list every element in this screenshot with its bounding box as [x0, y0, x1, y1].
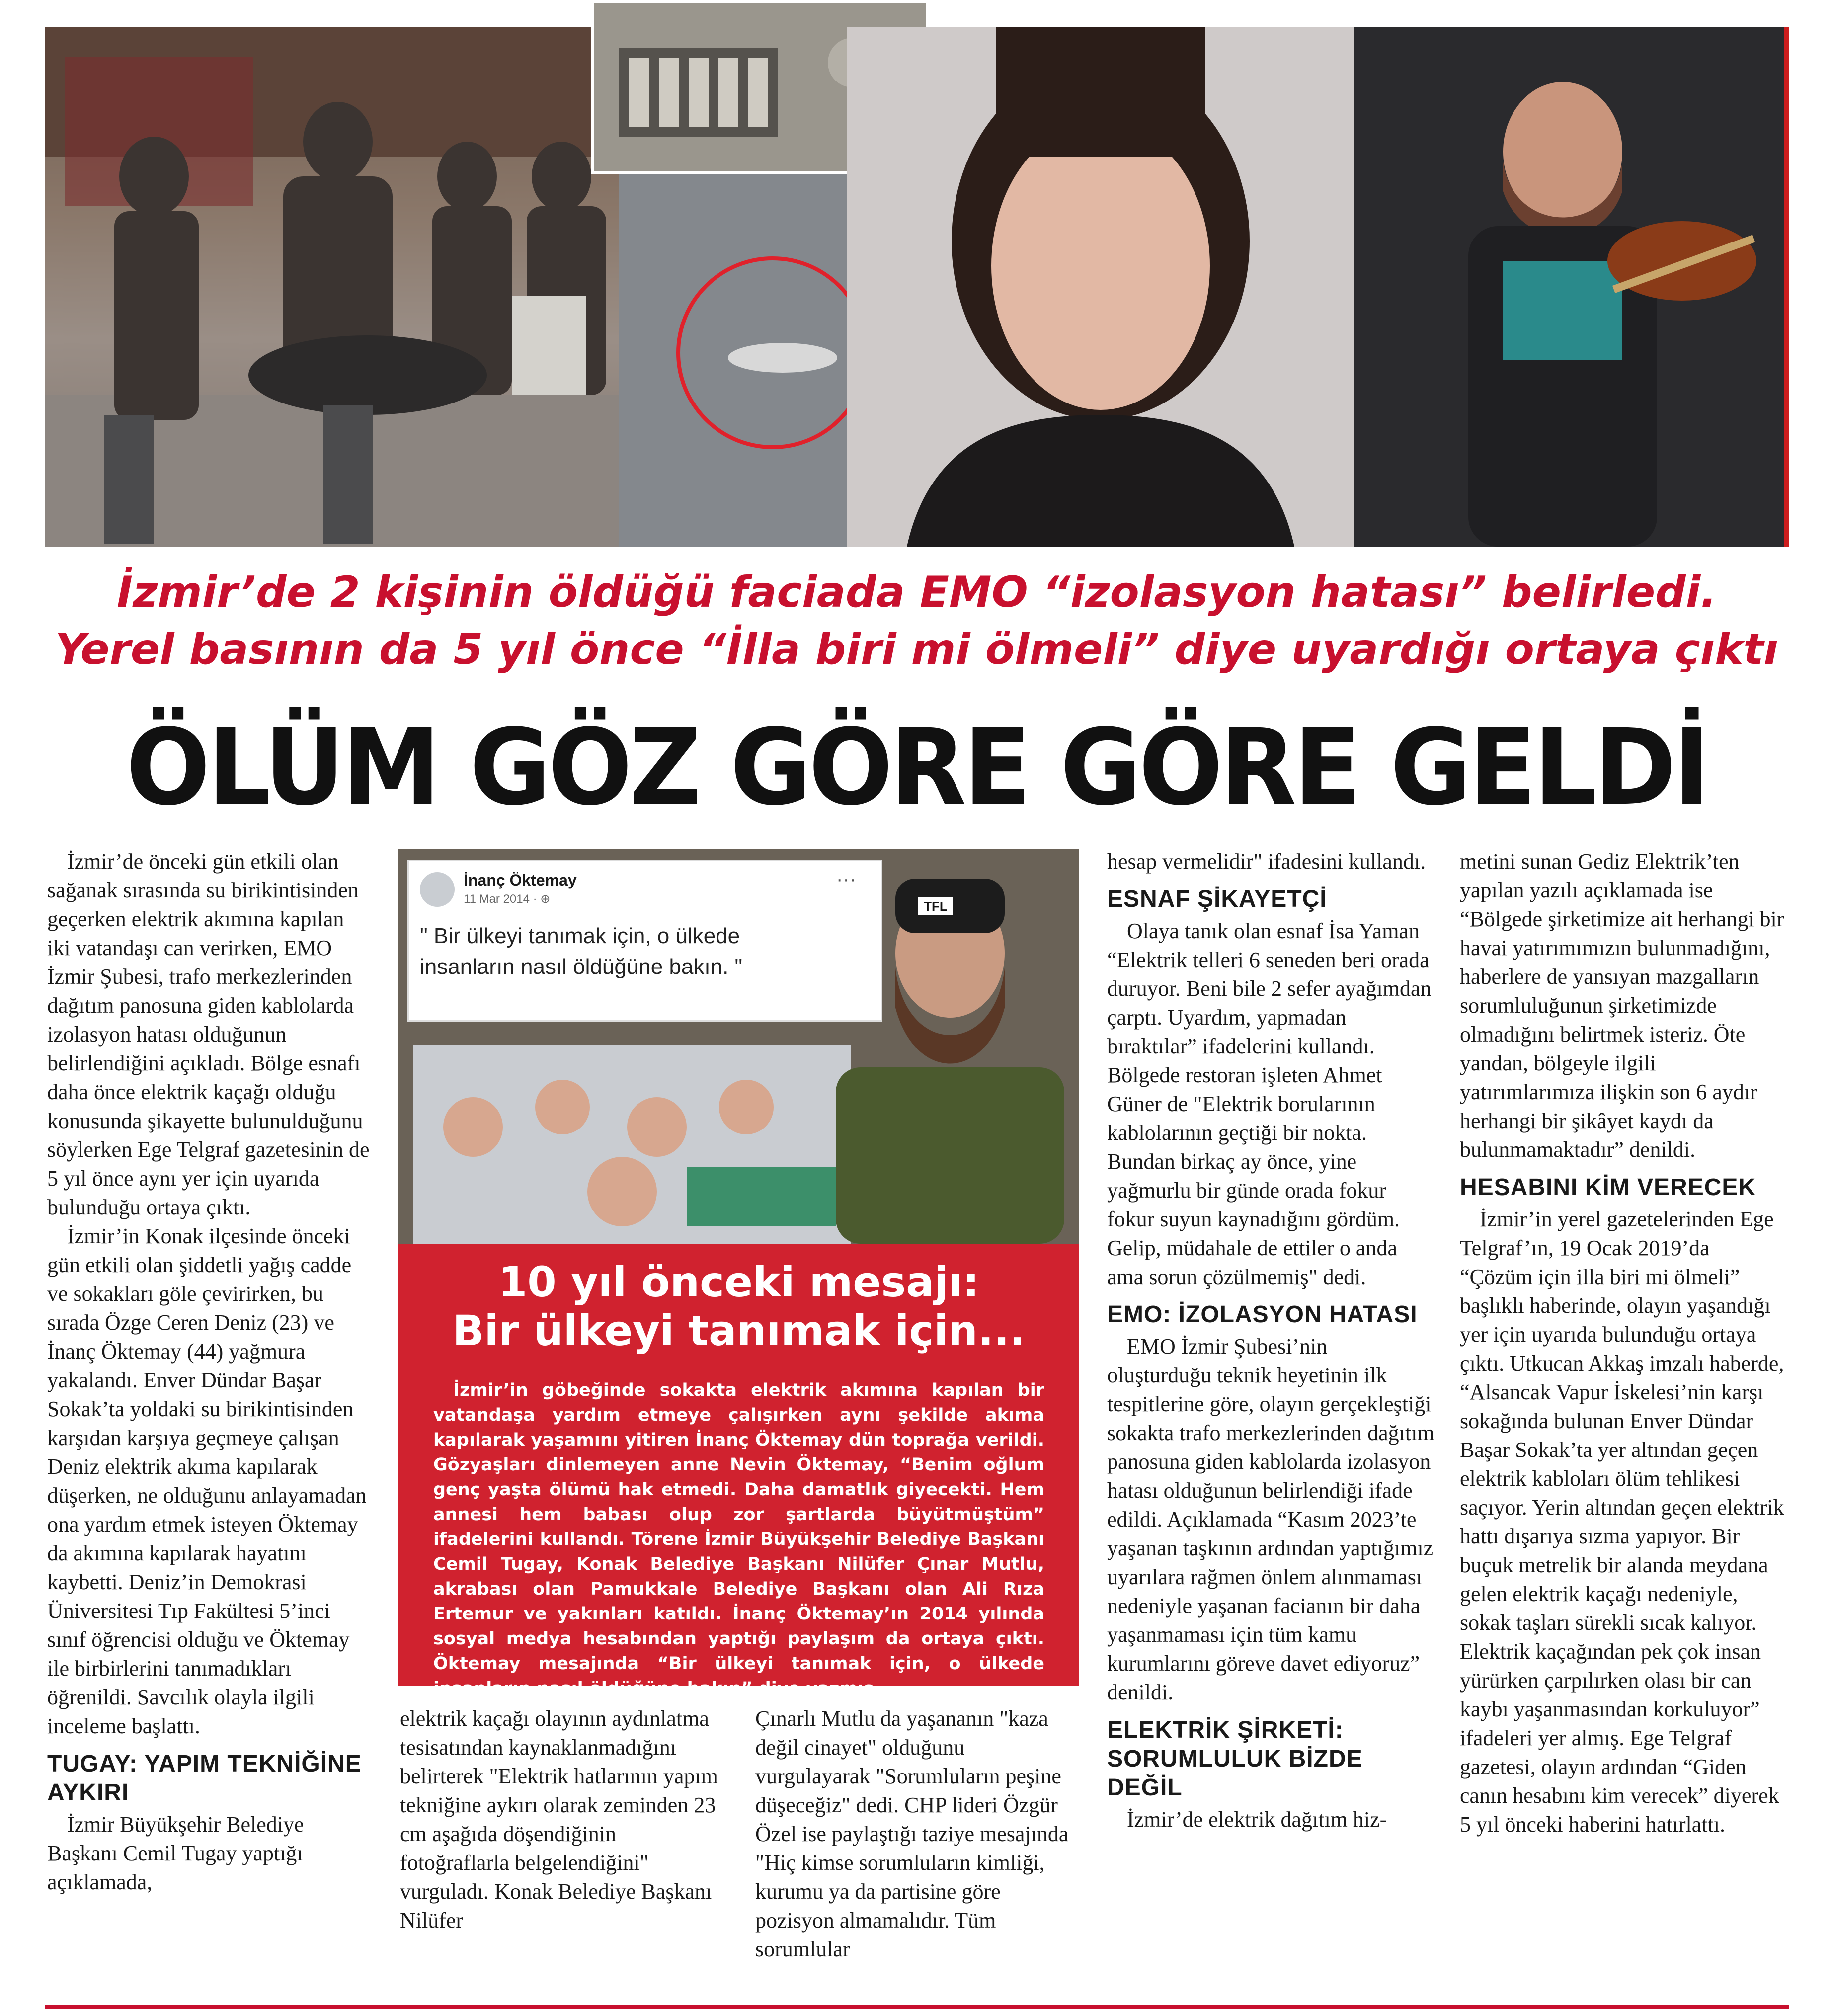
- avatar: [420, 872, 455, 907]
- col4-paragraph-0: hesap vermelidir" ifadesini kullandı.: [1107, 849, 1426, 874]
- col5-paragraph-1: İzmir’in yerel gazetelerinden Ege Telgraf’ın, 19 Ocak 2019’da “Çözüm için illa biri mi ölmeli” başlıklı haberinde, olayın yaşandığı yer için uyarıda bulunduğu ortaya çıktı. Utkucan Akkaş imzalı haberde, “Alsancak Vapur İskelesi’nin karşı sokağında bulunan Enver Dündar Başar Sokak’ta yer altından geçen elektrik kabloları ölüm tehlikesi saçıyor. Yerin altından geçen elektrik hattı dışarıya sızma yapıyor. Bir buçuk metrelik bir alanda meydana gelen elektrik kaçağı nedeniyle, sokak taşları sürekli sıcak kalıyor. Elektrik kaçağından pek çok insan yürürken çarpılırken olası bir can kaybı yaşanmasından korkuluyor” ifadeleri yer almış. Ege Telgraf gazetesi, olayın ardından “Giden canın hesabını kim verecek” diyerek 5 yıl önceki haberini hatırlattı.: [1460, 1207, 1784, 1837]
- column-5: [1460, 847, 1788, 1839]
- fb-post-author: İnanç Öktemay: [464, 871, 577, 889]
- col1-paragraph-2: İzmir’in Konak ilçesinde önceki gün etkili olan şiddetli yağış cadde ve sokakları göle çevirirken, bu sırada Özge Ceren Deniz (23) ve İnanç Öktemay (44) yağmura yakalandı. Enver Dündar Başar Sokak’ta yoldaki su birikintisinden karşıdan karşıya geçmeye çalışan Deniz elektrik akıma kapılarak düşerken, ne olduğunu anlayamadan ona yardım etmek isteyen Öktemay da akımına kapılarak hayatını kaybetti. Deniz’in Demokrasi Üniversitesi Tıp Fakültesi 5’inci sınıf öğrencisi olduğu ve Öktemay ile birbirlerini tanımadıkları öğrenildi. Savcılık olayla ilgili inceleme başlattı.: [47, 1224, 367, 1738]
- kicker-line-2: Yerel basının da 5 yıl önce “İlla biri mi ölmeli” diye uyardığı ortaya çıktı: [55, 625, 1778, 674]
- col4-paragraph-3: İzmir’de elektrik dağıtım hiz-: [1127, 1807, 1387, 1832]
- cctv-photo: [619, 174, 847, 547]
- column-2: [400, 1704, 723, 1935]
- col4-paragraph-1: Olaya tanık olan esnaf İsa Yaman “Elektrik telleri 6 seneden beri orada duruyor. Beni bile 2 sefer ayağımdan çarptı. Uyardım, yapmadan bıraktılar” ifadelerini kullandı. Bölgede restoran işleten Ahmet Güner de "Elektrik borularının kablolarının geçtiği bir nokta. Bundan birkaç ay önce, yine yağmurlu bir günde orada fokur fokur suyun kaynadığını gördüm. Gelip, müdahale de ettiler o anda ama sorun çözülmemiş" dedi.: [1107, 919, 1432, 1289]
- col1-paragraph-1: İzmir’de önceki gün etkili olan sağanak sırasında su birikintisinden geçerken elektrik akımına kapılan iki vatandaşı can verirken, EMO İzmir Şubesi, trafo merkezlerinden dağıtım panosuna giden kablolarda izolasyon hatası olduğunun belirlendiğini açıkladı. Bölge esnafı daha önce elektrik kaçağı olduğu konusunda şikayette bulunulduğunu söylerken Ege Telgraf gazetesinin de 5 yıl önce aynı yer için uyarıda bulunduğu ortaya çıktı.: [47, 849, 370, 1219]
- cap-badge: TFL: [918, 897, 953, 915]
- col2-paragraph-1: elektrik kaçağı olayının aydınlatma tesisatından kaynaklanmadığını belirterek "Elektrik hatlarının yapım tekniğine aykırı olarak zeminden 23 cm aşağıda döşendiğinin fotoğraflarla belgelendiğini" vurguladı. Konak Belediye Başkanı Nilüfer: [400, 1706, 718, 1933]
- col5-subhead-1: HESABINI KİM VERECEK: [1460, 1174, 1756, 1201]
- col4-subhead-2: EMO: İZOLASYON HATASI: [1107, 1301, 1418, 1328]
- col5-paragraph-0: metini sunan Gediz Elektrik’ten yapılan yazılı açıklamada ise “Bölgede şirketimize ait herhangi bir havai yatırımımızın bulunmadığını, haberlere de yansıyan mazgalların sorumluluğunun şirketimizde olmadığını belirtmek isteriz. Öte yandan, bölgeyle ilgili yatırımlarımıza ilişkin son 6 aydır herhangi bir şikâyet kaydı da bulunmamaktadır” denildi.: [1460, 849, 1784, 1162]
- kicker-line-1: İzmir’de 2 kişinin öldüğü faciada EMO “izolasyon hatası” belirledi.: [117, 567, 1717, 617]
- col4-paragraph-2: EMO İzmir Şubesi’nin oluşturduğu teknik heyetinin ilk tespitlerine göre, olayın gerçekleştiği sokakta trafo merkezlerinden dağıtım panosuna giden kablolarda izolasyon hatası olduğunun belirlendiği ifade edildi. Açıklamada “Kasım 2023’te yaşanan taşkının ardından yaptığımız uyarılara rağmen önlem alınmaması nedeniyle yaşanan facianın bir daha yaşanmaması için tüm kamu kurumlarını göreve davet ediyoruz” denildi.: [1107, 1334, 1434, 1704]
- red-sidebar-box: [398, 1244, 1079, 1698]
- facebook-post-card: [407, 860, 882, 1022]
- photo-strip-accent: [1784, 27, 1789, 547]
- bottom-rule: [45, 2005, 1789, 2009]
- red-box-title-line-1: 10 yıl önceki mesajı:: [498, 1258, 980, 1306]
- violinist-photo: [1354, 27, 1784, 547]
- scene-photo: [45, 27, 619, 547]
- red-box-text: İzmir’in göbeğinde sokakta elektrik akımına kapılan bir vatandaşa yardım etmeye çalışırken aynı şekilde akıma kapılarak yaşamını yitiren İnanç Öktemay dün toprağa verildi. Gözyaşları dinlemeyen anne Nevin Öktemay, “Benim oğlum genç yaşta ölümü hak etmedi. Daha damatlık giyecekti. Hem annesi hem babası olup zor şartlarda büyütmüştüm” ifadelerini kullandı. Törene İzmir Büyükşehir Belediye Başkanı Cemil Tugay, Konak Belediye Başkanı Nilüfer Çınar Mutlu, akrabası olan Pamukkale Belediye Başkanı olan Ali Rıza Ertemur ve yakınları katıldı. İnanç Öktemay’ın 2014 yılında sosyal medya hesabından yaptığı paylaşım da ortaya çıktı. Öktemay mesajında “Bir ülkeyi tanımak için, o ülkede insanların nasıl öldüğüne bakın” diye yazmış.: [433, 1380, 1044, 1698]
- main-headline: ÖLÜM GÖZ GÖRE GÖRE GELDİ: [126, 707, 1708, 828]
- col4-subhead-1: ESNAF ŞİKAYETÇİ: [1107, 886, 1327, 912]
- column-4: [1107, 847, 1435, 1834]
- red-box-title: [398, 1258, 1079, 1355]
- portrait-photo: [847, 27, 1356, 547]
- col3-paragraph-1: Çınarlı Mutlu da yaşananın "kaza değil cinayet" olduğunu vurgulayarak "Sorumluların peşine düşeceğiz" dedi. CHP lideri Özgür Özel ise paylaştığı taziye mesajında "Hiç kimse sorumluların kimliği, kurumu ya da partisine göre pozisyon almamalıdır. Tüm sorumlular: [755, 1706, 1069, 1961]
- more-icon: ···: [836, 868, 856, 890]
- col1-paragraph-3: İzmir Büyükşehir Belediye Başkanı Cemil Tugay yaptığı açıklamada,: [47, 1812, 304, 1894]
- col4-subhead-3: ELEKTRİK ŞİRKETİ: SORUMLULUK BİZDE DEĞİL: [1107, 1717, 1363, 1801]
- col1-subhead: TUGAY: YAPIM TEKNİĞİNE AYKIRI: [47, 1751, 362, 1806]
- fb-post-quote: " Bir ülkeyi tanımak için, o ülkede insanların nasıl öldüğüne bakın. ": [420, 924, 743, 979]
- column-3: [755, 1704, 1078, 1964]
- column-1: [47, 847, 370, 1897]
- red-box-title-line-2: Bir ülkeyi tanımak için...: [452, 1306, 1026, 1355]
- fb-post-date: 11 Mar 2014 · ⊕: [464, 892, 551, 906]
